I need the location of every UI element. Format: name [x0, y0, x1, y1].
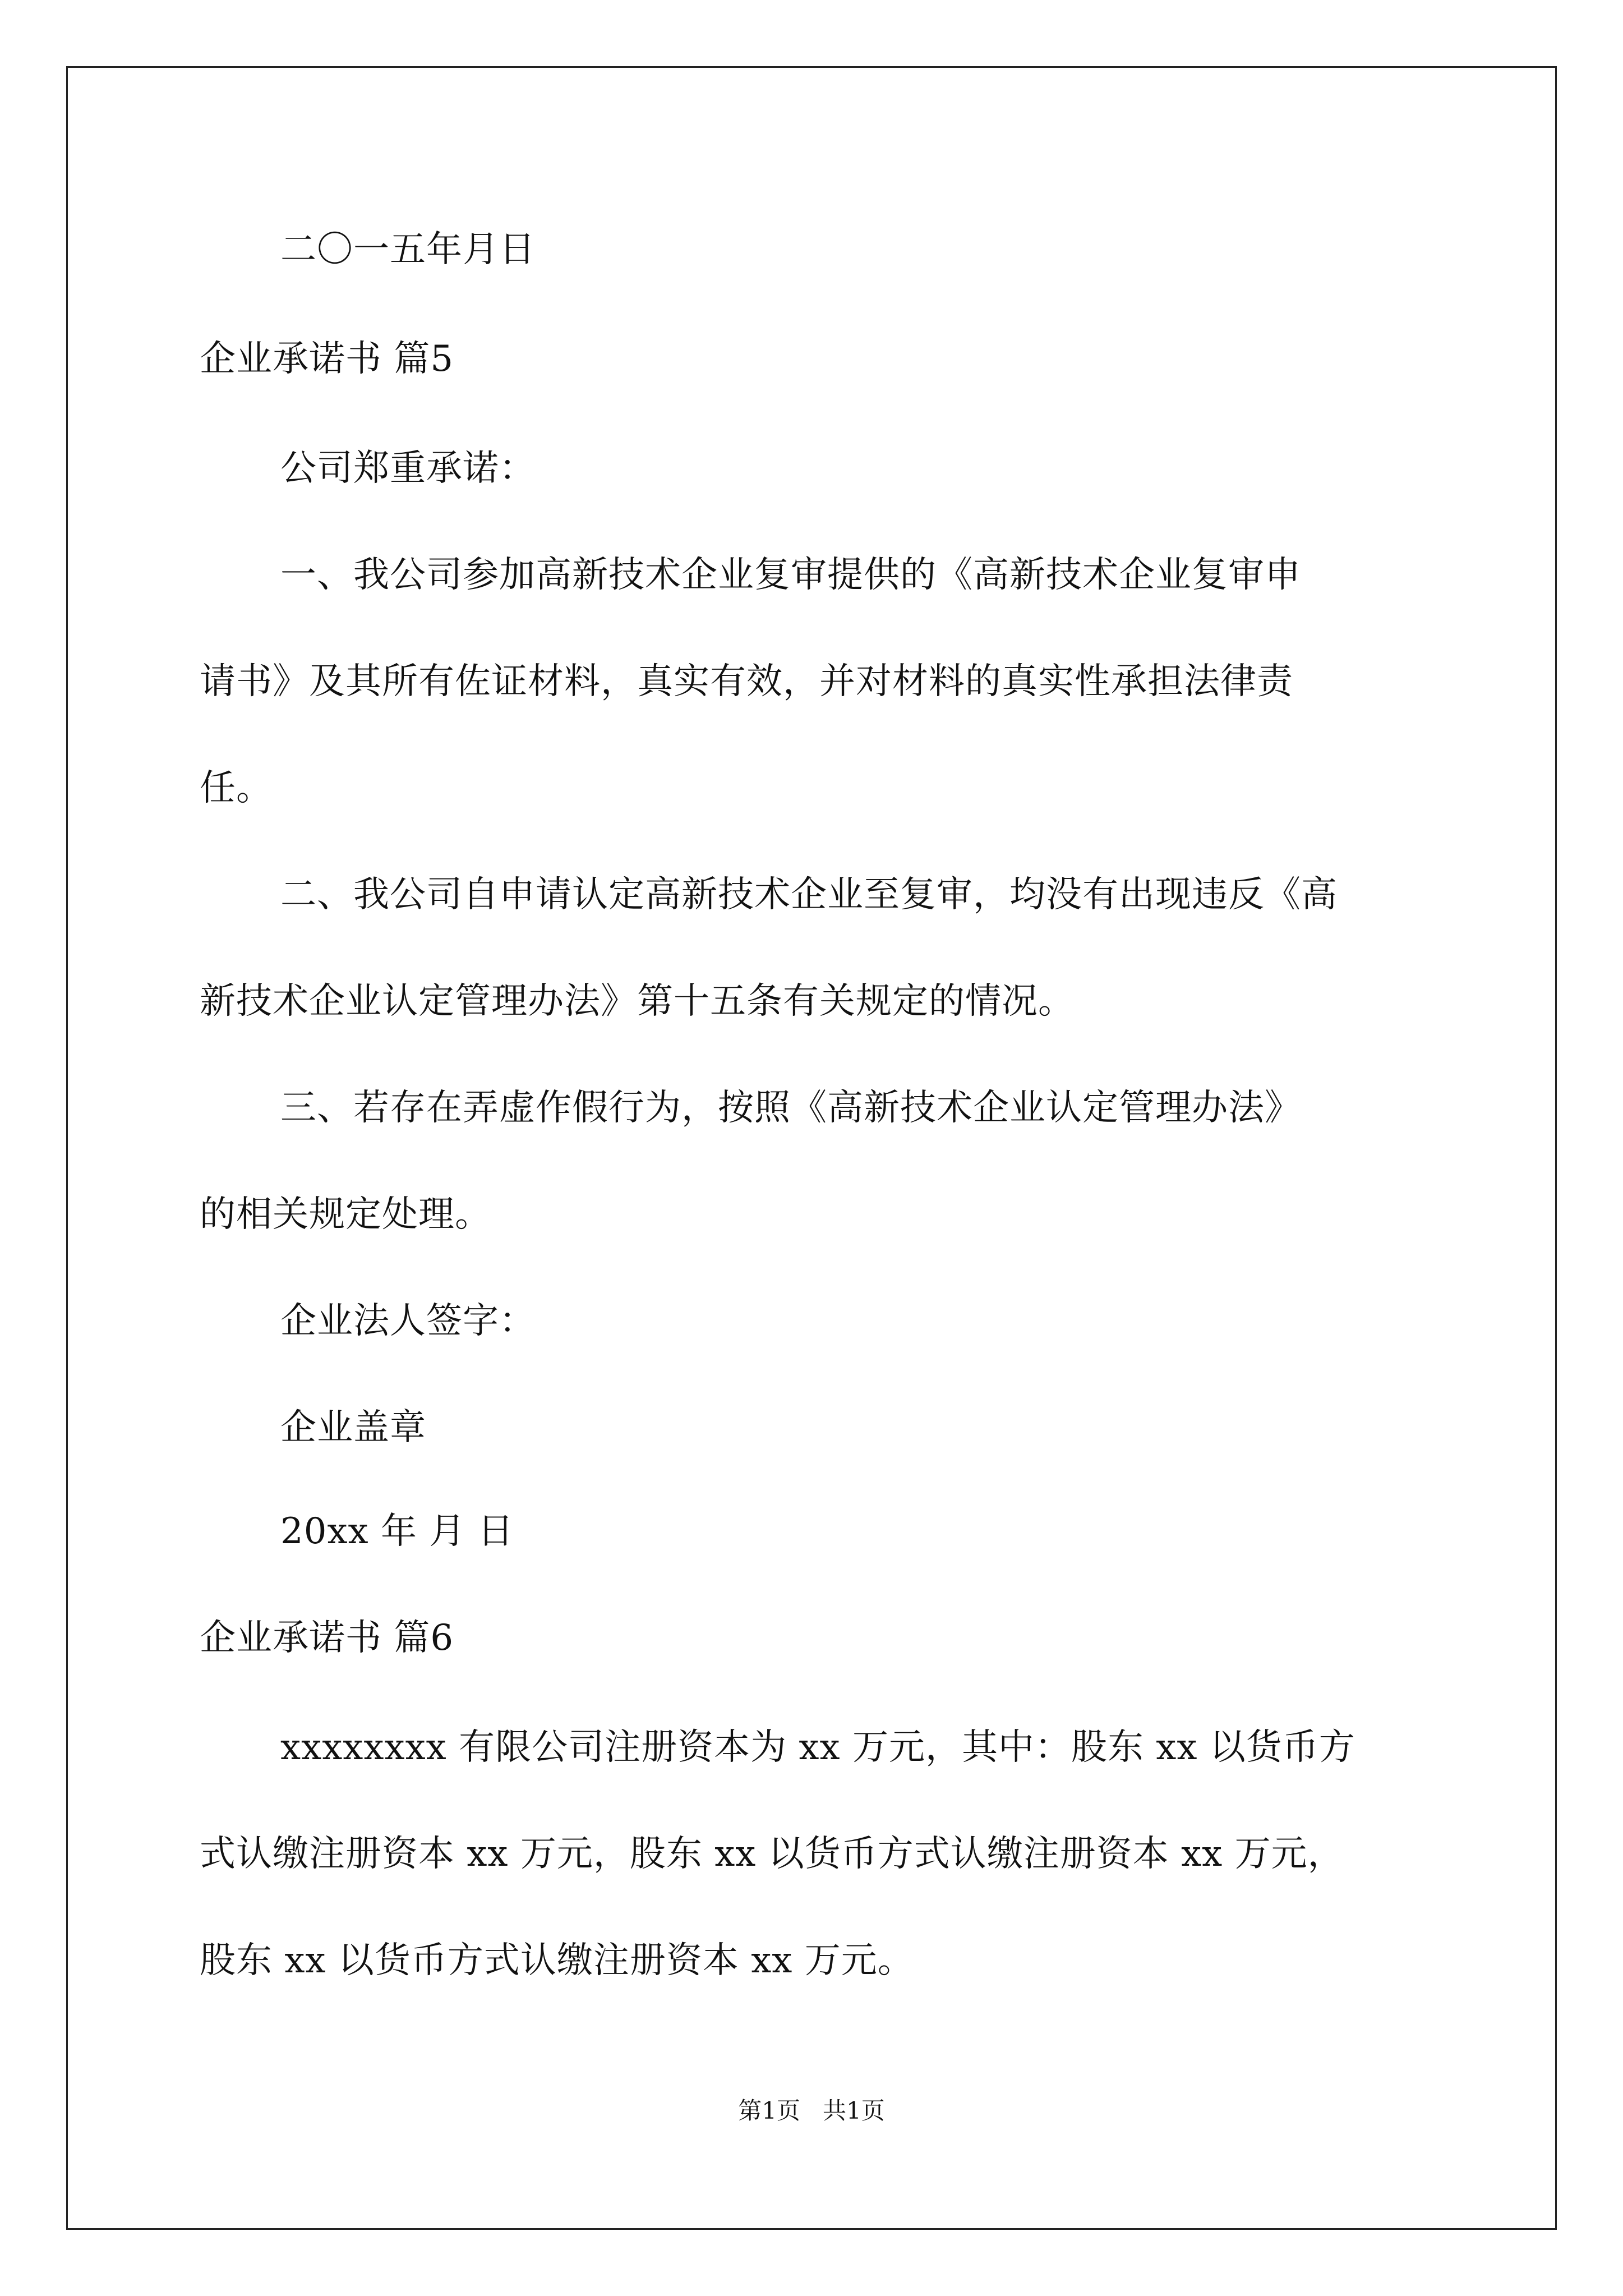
date-line: 20xx 年 月 日: [280, 1511, 514, 1552]
paragraph-line: 式认缴注册资本 xx 万元，股东 xx 以货币方式认缴注册资本 xx 万元，: [200, 1833, 1344, 1875]
paragraph-line: 股东 xx 以货币方式认缴注册资本 xx 万元。: [200, 1940, 914, 1981]
page-footer: 第1页 共1页: [738, 2097, 885, 2124]
paragraph-line: 三、若存在弄虚作假行为，按照《高新技术企业认定管理办法》: [280, 1087, 1301, 1129]
paragraph-line: 新技术企业认定管理办法》第十五条有关规定的情况。: [200, 981, 1075, 1022]
seal-line: 企业盖章: [280, 1407, 426, 1448]
date-line: 二〇一五年月日: [280, 229, 536, 270]
section-heading-5: 企业承诺书 篇5: [200, 338, 454, 380]
section-heading-6: 企业承诺书 篇6: [200, 1617, 454, 1659]
paragraph-line: 一、我公司参加高新技术企业复审提供的《高新技术企业复审申: [280, 554, 1301, 596]
paragraph-line: 二、我公司自申请认定高新技术企业至复审，均没有出现违反《高: [280, 874, 1338, 915]
paragraph-line: xxxxxxxx 有限公司注册资本为 xx 万元，其中：股东 xx 以货币方: [280, 1727, 1355, 1768]
paragraph-line: 的相关规定处理。: [200, 1194, 491, 1235]
paragraph-line: 任。: [200, 767, 273, 809]
paragraph-line: 请书》及其所有佐证材料，真实有效，并对材料的真实性承担法律责: [200, 661, 1293, 702]
paragraph-opening: 公司郑重承诺：: [280, 448, 536, 489]
signature-line: 企业法人签字：: [280, 1300, 536, 1342]
page-border: [66, 66, 1557, 2230]
